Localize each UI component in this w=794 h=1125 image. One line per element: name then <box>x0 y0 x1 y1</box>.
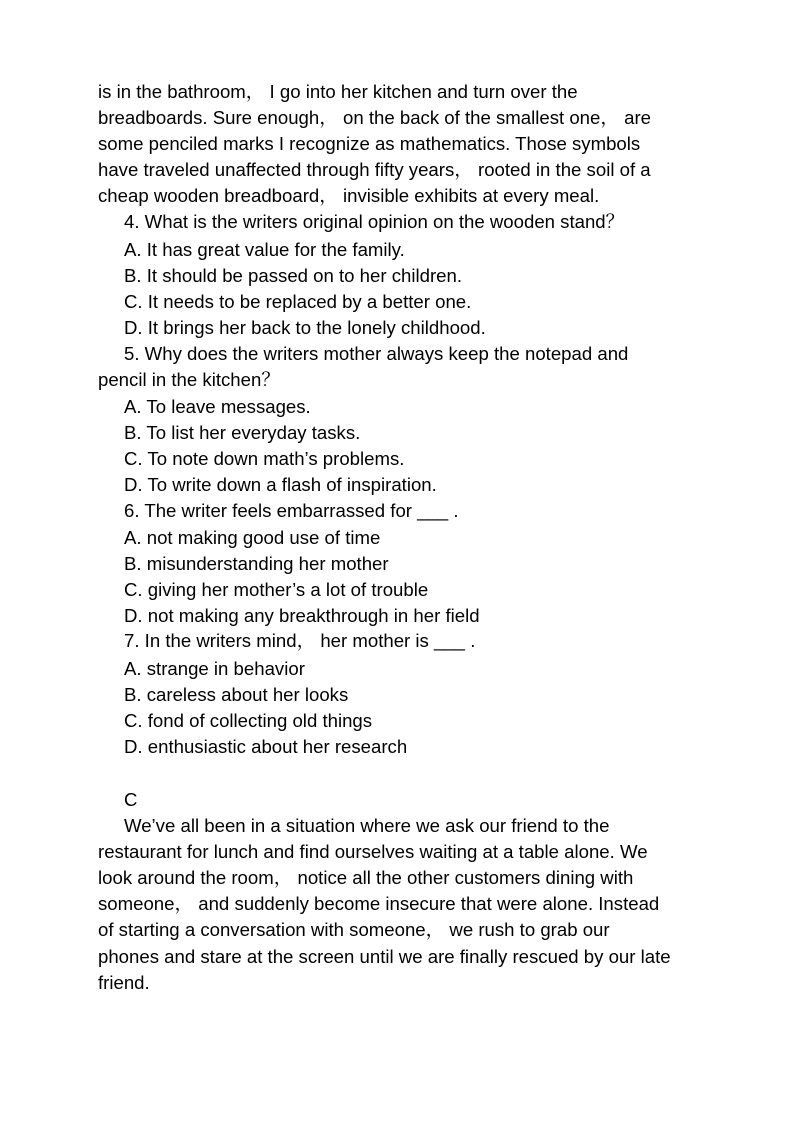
passage-line: have traveled unaffected through fifty years， rooted in the soil of a <box>98 159 651 180</box>
question-option: B. To list her everyday tasks. <box>124 422 361 443</box>
passage-line: cheap wooden breadboard， invisible exhibits at every meal. <box>98 185 600 206</box>
section-heading: C <box>124 789 138 810</box>
passage-line: phones and stare at the screen until we are finally rescued by our late <box>98 946 671 967</box>
passage-line: of starting a conversation with someone， we rush to grab our <box>98 919 610 940</box>
question-option: B. misunderstanding her mother <box>124 553 389 574</box>
question-option: C. fond of collecting old things <box>124 710 373 731</box>
passage-line: someone， and suddenly become insecure that were alone. Instead <box>98 893 660 914</box>
passage-line: look around the room， notice all the other customers dining with <box>98 867 634 888</box>
question-option: B. careless about her looks <box>124 684 349 705</box>
passage-line: breadboards. Sure enough， on the back of the smallest one， are <box>98 107 651 128</box>
passage-line: We’ve all been in a situation where we ask our friend to the <box>124 815 610 836</box>
question-stem: 6. The writer feels embarrassed for ___ . <box>124 500 459 521</box>
question-option: B. It should be passed on to her children. <box>124 265 463 286</box>
question-stem: 7. In the writers mind， her mother is ___ . <box>124 630 476 651</box>
question-option: D. To write down a flash of inspiration. <box>124 474 437 495</box>
question-option: C. giving her mother’s a lot of trouble <box>124 579 429 600</box>
question-option: C. It needs to be replaced by a better one. <box>124 291 472 312</box>
question-option: A. strange in behavior <box>124 658 305 679</box>
passage-line: restaurant for lunch and find ourselves waiting at a table alone. We <box>98 841 648 862</box>
passage-line: some penciled marks I recognize as mathematics. Those symbols <box>98 133 641 154</box>
question-option: A. not making good use of time <box>124 527 381 548</box>
passage-line: friend. <box>98 972 150 993</box>
question-option: A. To leave messages. <box>124 396 311 417</box>
question-option: D. It brings her back to the lonely childhood. <box>124 317 486 338</box>
question-stem: 5. Why does the writers mother always keep the notepad and <box>124 343 629 364</box>
passage-line: is in the bathroom， I go into her kitchen and turn over the <box>98 81 578 102</box>
question-stem: 4. What is the writers original opinion on the wooden stand？ <box>124 211 625 232</box>
question-option: C. To note down math’s problems. <box>124 448 405 469</box>
question-option: A. It has great value for the family. <box>124 239 405 260</box>
question-option: D. not making any breakthrough in her field <box>124 605 480 626</box>
question-option: D. enthusiastic about her research <box>124 736 408 757</box>
question-stem: pencil in the kitchen？ <box>98 369 280 390</box>
